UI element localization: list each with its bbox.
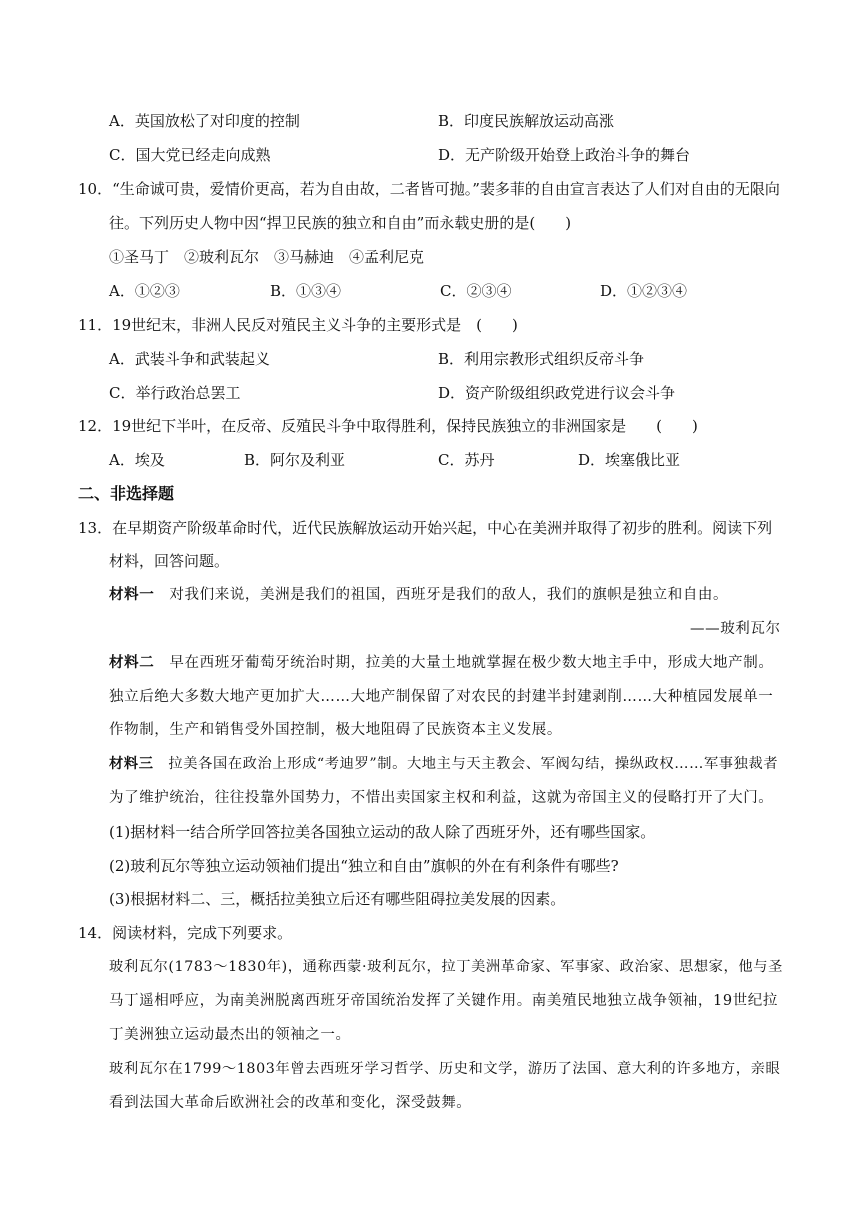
material-label: 材料二 bbox=[109, 654, 155, 671]
q9-option-c: C．国大党已经走向成熟 bbox=[109, 146, 271, 164]
q13-material-2-line2: 独立后绝大多数大地产更加扩大……大地产制保留了对农民的封建半封建剥削……大种植园发展单一 bbox=[109, 689, 774, 705]
q11-option-a: A．武装斗争和武装起义 bbox=[109, 350, 270, 368]
material-label: 材料三 bbox=[109, 756, 154, 772]
q13-subquestion-3: (3)根据材料二、三，概括拉美独立后还有哪些阻碍拉美发展的因素。 bbox=[109, 890, 566, 908]
q13-stem-line2: 材料，回答问题。 bbox=[109, 552, 230, 570]
q9-option-b: B．印度民族解放运动高涨 bbox=[438, 112, 615, 130]
q13-subquestion-1: (1)据材料一结合所学回答拉美各国独立运动的敌人除了西班牙外，还有哪些国家。 bbox=[109, 823, 656, 841]
material-text: 早在西班牙葡萄牙统治时期，拉美的大量土地就掌握在极少数大地主手中，形成大地产制。 bbox=[169, 655, 774, 671]
q13-material-1 bbox=[109, 585, 728, 605]
q12-option-c: C．苏丹 bbox=[438, 451, 495, 469]
q10-option-a: A．①②③ bbox=[109, 282, 180, 300]
q14-para1-line1: 玻利瓦尔(1783～1830年)，通称西蒙·玻利瓦尔，拉丁美洲革命家、军事家、政治家、思想家，他与圣 bbox=[109, 959, 783, 975]
q13-material-3-line2: 为了维护统治，往往投靠外国势力，不惜出卖国家主权和利益，这就为帝国主义的侵略打开了大门。 bbox=[109, 790, 774, 806]
q9-option-a: A．英国放松了对印度的控制 bbox=[109, 112, 300, 130]
q10-option-d: D．①②③④ bbox=[600, 282, 688, 300]
q12-option-d: D．埃塞俄比亚 bbox=[578, 451, 681, 469]
q11-option-c: C．举行政治总罢工 bbox=[109, 384, 241, 402]
q10-stem-line1: 10．“生命诚可贵，爱情价更高，若为自由故，二者皆可抛。”裴多菲的自由宣言表达了人们对自由的无限向 bbox=[78, 180, 780, 198]
q13-material-1-source: ——玻利瓦尔 bbox=[690, 621, 781, 637]
q13-subquestion-2: (2)玻利瓦尔等独立运动领袖们提出“独立和自由”旗帜的外在有利条件有哪些? bbox=[109, 857, 619, 875]
q10-option-b: B．①③④ bbox=[270, 282, 342, 300]
q13-stem-line1: 13．在早期资产阶级革命时代，近代民族解放运动开始兴起，中心在美洲并取得了初步的胜利。阅读下列 bbox=[78, 519, 773, 537]
q10-option-c: C．②③④ bbox=[440, 282, 512, 300]
q11-option-d: D．资产阶级组织政党进行议会斗争 bbox=[438, 384, 676, 402]
q14-stem: 14．阅读材料，完成下列要求。 bbox=[78, 924, 293, 942]
q14-para2-line1: 玻利瓦尔在1799～1803年曾去西班牙学习哲学、历史和文学，游历了法国、意大利的许多地方，亲眼 bbox=[109, 1061, 781, 1077]
q13-material-2-line1 bbox=[109, 653, 773, 673]
q13-material-2-line3: 作物制，生产和销售受外国控制，极大地阻碍了民族资本主义发展。 bbox=[109, 722, 562, 738]
material-label: 材料一 bbox=[109, 586, 155, 603]
q11-option-b: B．利用宗教形式组织反帝斗争 bbox=[438, 350, 645, 368]
q14-para1-line2: 马丁遥相呼应，为南美洲脱离西班牙帝国统治发挥了关键作用。南美殖民地独立战争领袖，19世纪拉 bbox=[109, 993, 778, 1009]
q9-option-d: D．无产阶级开始登上政治斗争的舞台 bbox=[438, 146, 691, 164]
material-text: 对我们来说，美洲是我们的祖国，西班牙是我们的敌人，我们的旗帜是独立和自由。 bbox=[169, 587, 729, 603]
material-text: 拉美各国在政治上形成“考迪罗”制。大地主与天主教会、军阀勾结，操纵政权……军事独裁者 bbox=[168, 756, 779, 772]
q10-stem-line2: 往。下列历史人物中因“捍卫民族的独立和自由”而永载史册的是( ) bbox=[109, 214, 572, 232]
q12-option-a: A．埃及 bbox=[109, 451, 165, 469]
q14-para2-line2: 看到法国大革命后欧洲社会的改革和变化，深受鼓舞。 bbox=[109, 1095, 472, 1111]
q12-option-b: B．阿尔及利亚 bbox=[244, 451, 346, 469]
q12-stem: 12．19世纪下半叶，在反帝、反殖民斗争中取得胜利，保持民族独立的非洲国家是 ( ) bbox=[78, 417, 698, 435]
q14-para1-line3: 丁美洲独立运动最杰出的领袖之一。 bbox=[109, 1027, 351, 1043]
q10-items: ①圣马丁 ②玻利瓦尔 ③马赫迪 ④孟利尼克 bbox=[109, 248, 425, 266]
section-title: 二、非选择题 bbox=[78, 484, 175, 503]
q11-stem: 11．19世纪末，非洲人民反对殖民主义斗争的主要形式是 ( ) bbox=[78, 316, 518, 334]
q13-material-3-line1 bbox=[109, 754, 778, 774]
